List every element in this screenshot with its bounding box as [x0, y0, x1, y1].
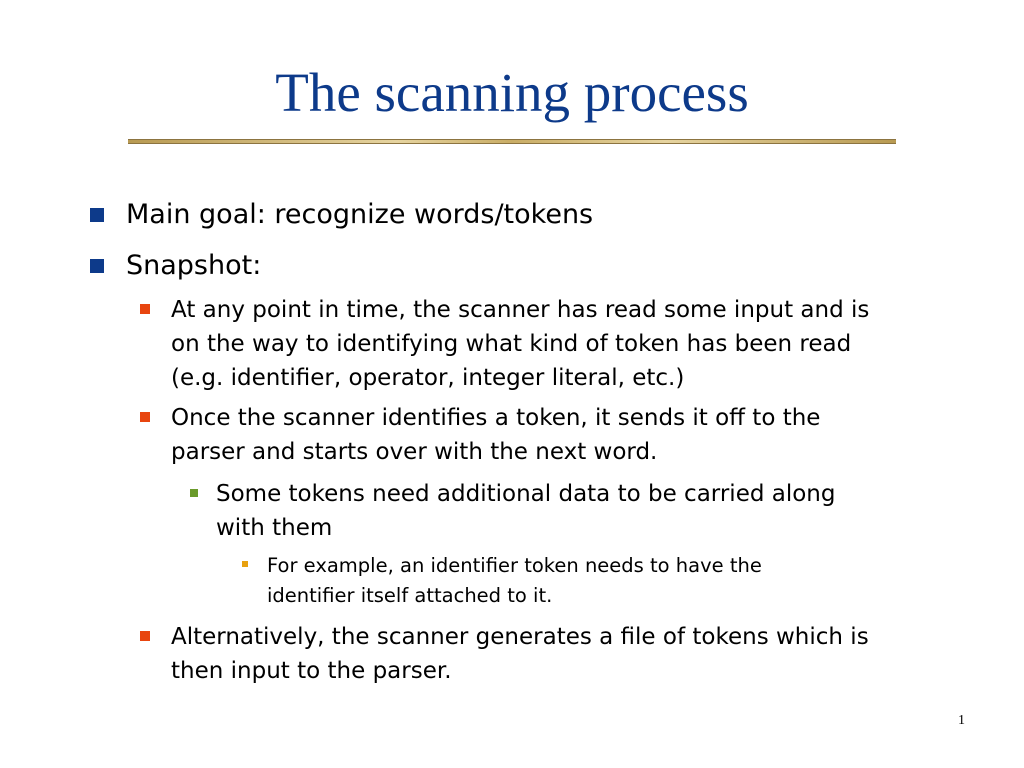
bullet-text-line: with them	[216, 515, 333, 541]
slide-title: The scanning process	[275, 62, 749, 123]
title-divider	[128, 139, 896, 144]
bullet-text-line: then input to the parser.	[171, 658, 452, 684]
square-bullet-icon	[140, 631, 150, 641]
bullet-text: Snapshot:	[126, 250, 262, 281]
bullet-text-line: identifier itself attached to it.	[267, 584, 553, 607]
page-number: 1	[958, 713, 965, 728]
bullet-text-line: For example, an identifier token needs to have the	[267, 554, 762, 577]
bullet-text-line: At any point in time, the scanner has read some input and is	[171, 297, 870, 323]
bullet-text-line: Alternatively, the scanner generates a file of tokens which is	[171, 624, 869, 650]
bullet-text-line: parser and starts over with the next word.	[171, 439, 658, 465]
square-bullet-icon	[90, 208, 104, 222]
bullet-text-line: Once the scanner identifies a token, it sends it off to the	[171, 405, 821, 431]
bullet-text-line: Some tokens need additional data to be carried along	[216, 481, 836, 507]
square-bullet-icon	[190, 489, 198, 497]
square-bullet-icon	[90, 259, 104, 273]
square-bullet-icon	[140, 304, 150, 314]
bullet-text: Main goal: recognize words/tokens	[126, 199, 594, 230]
square-bullet-icon	[140, 412, 150, 422]
bullet-text-line: (e.g. identifier, operator, integer literal, etc.)	[171, 365, 685, 391]
square-bullet-icon	[242, 561, 248, 567]
bullet-text-line: on the way to identifying what kind of token has been read	[171, 331, 852, 357]
